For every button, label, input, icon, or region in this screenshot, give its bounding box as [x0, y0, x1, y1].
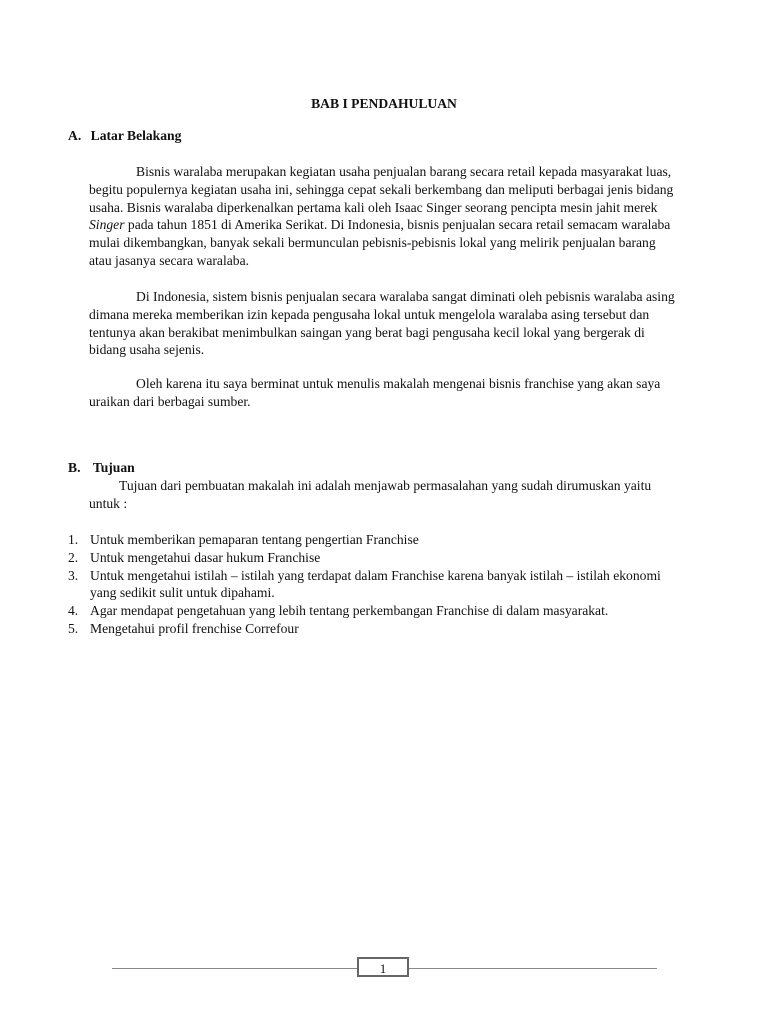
section-a-paragraph-3: Oleh karena itu saya berminat untuk menulis makalah mengenai bisnis franchise yang akan saya uraikan dari berbagai sumber. [89, 376, 661, 409]
list-item: 5. Mengetahui profil frenchise Correfour [68, 620, 299, 636]
section-b-title: Tujuan [92, 460, 135, 475]
para1-text-cont: pada tahun 1851 di Amerika Serikat. Di Indonesia, bisnis penjualan secara retail semacam waralaba mulai dikembangkan, banyak sekali bermunculan pebisnis-pebisnis lokal yang melirik penjualan barang atau jasanya secara waralaba. [89, 217, 671, 268]
para1-text: Bisnis waralaba merupakan kegiatan usaha penjualan barang secara retail kepada masyarakat luas, begitu populernya kegiatan usaha ini, sehingga cepat sekali berkembang dan meliputi berbagai jenis bidang usaha. Bisnis waralaba diperkenalkan pertama kali oleh Isaac Singer seorang pencipta mesin jahit merek [89, 164, 674, 215]
section-a-paragraph-2: Di Indonesia, sistem bisnis penjualan secara waralaba sangat diminati oleh pebisnis waralaba asing dimana mereka memberikan izin kepada pengusaha lokal untuk mengelola waralaba asing tersebut dan tentunya akan berakibat menimbulkan saingan yang berat bagi pengusaha kecil lokal yang bergerak di bidang usaha sejenis. [89, 289, 675, 358]
section-a-paragraph-1 [89, 163, 679, 270]
para1-italic: Singer [89, 217, 125, 233]
list-item: 1. Untuk memberikan pemaparan tentang pengertian Franchise [68, 532, 419, 547]
section-a-heading [68, 127, 181, 145]
section-b-heading [68, 459, 135, 477]
page-number: 1 [357, 957, 409, 977]
list-item: 2. Untuk mengetahui dasar hukum Franchise [68, 549, 321, 565]
list-item: 4. Agar mendapat pengetahuan yang lebih tentang perkembangan Franchise di dalam masyarakat. [68, 603, 609, 619]
list-item: 3. Untuk mengetahui istilah – istilah yang terdapat dalam Franchise karena banyak istilah – istilah ekonomi yang sedikit sulit untuk dipahami. [68, 567, 661, 601]
chapter-title: BAB I PENDAHULUAN [311, 96, 457, 111]
section-a-number: A. [68, 128, 82, 143]
objectives-list [68, 531, 680, 638]
section-b-number: B. [68, 460, 81, 475]
section-b-intro: Tujuan dari pembuatan makalah ini adalah menjawab permasalahan yang sudah dirumuskan yaitu untuk : [89, 478, 652, 511]
section-a-title: Latar Belakang [90, 128, 182, 143]
